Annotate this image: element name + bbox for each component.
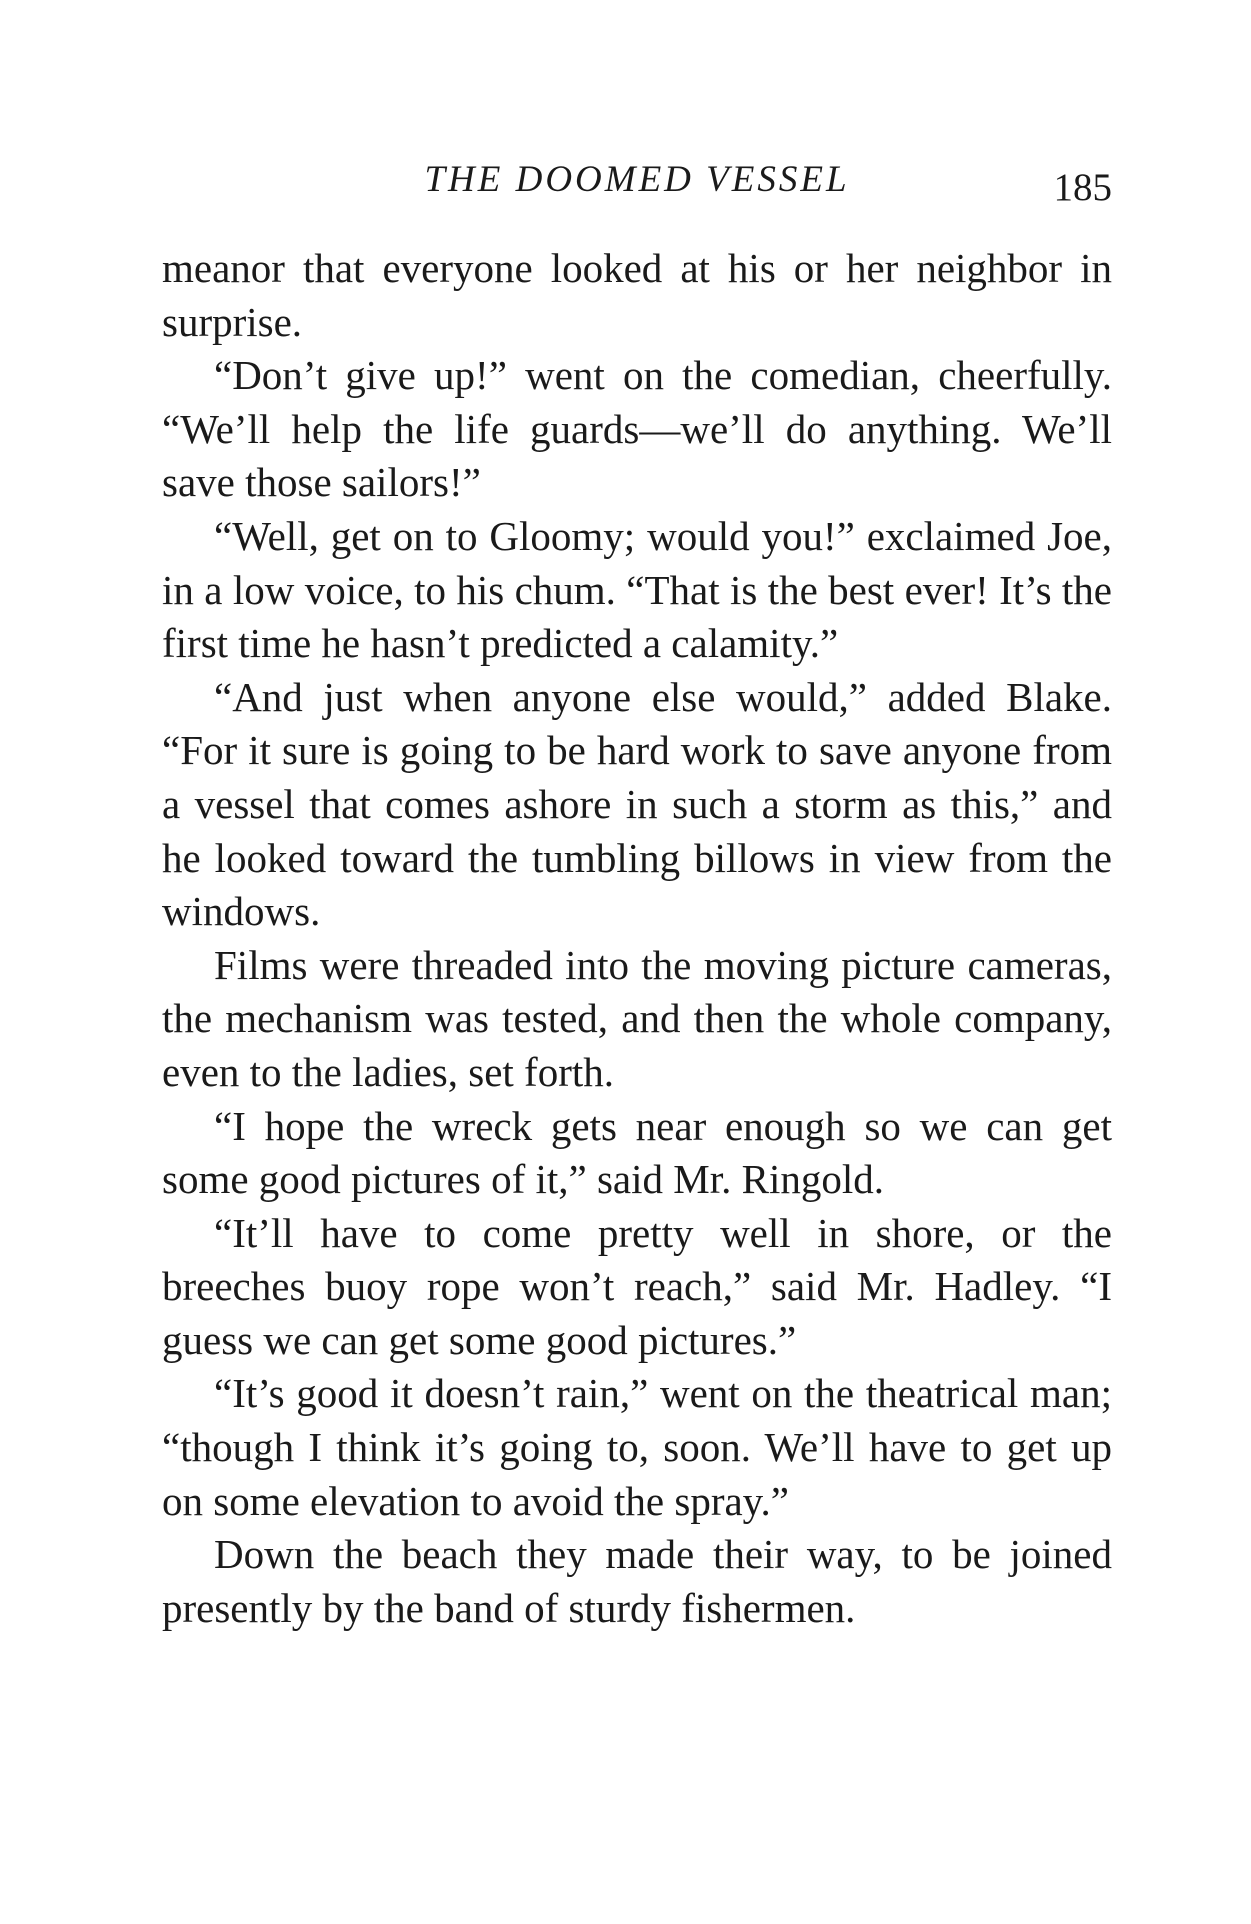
paragraph: “And just when anyone else would,” added Blake. “For it sure is going to be hard work to save anyone from a vessel that comes ashore in such a storm as this,” and he looked toward the tumbling billows in view from the windows. — [162, 673, 1112, 935]
running-head — [162, 150, 1112, 210]
paragraph: “Don’t give up!” went on the comedian, cheerfully. “We’ll help the life guards—we’ll do anything. We’ll save those sailors!” — [162, 352, 1112, 506]
paragraph: “It’ll have to come pretty well in shore, or the breeches buoy rope won’t reach,” said Mr. Hadley. “I guess we can get some good pictures.” — [162, 1209, 1112, 1363]
paragraph-continued: meanor that everyone looked at his or her neighbor in surprise. — [162, 245, 1112, 345]
paragraph: Down the beach they made their way, to be joined presently by the band of sturdy fishermen. — [162, 1531, 1112, 1631]
paragraph: “I hope the wreck gets near enough so we can get some good pictures of it,” said Mr. Ringold. — [162, 1102, 1112, 1203]
paragraph: “It’s good it doesn’t rain,” went on the theatrical man; “though I think it’s going to, soon. We’ll have to get up on some elevation to avoid the spray.” — [162, 1370, 1112, 1524]
paragraph: “Well, get on to Gloomy; would you!” exclaimed Joe, in a low voice, to his chum. “That is the best ever! It’s the first time he hasn’t predicted a calamity.” — [162, 512, 1112, 667]
page-number: 185 — [1053, 166, 1112, 209]
body-text — [162, 242, 1112, 1635]
running-title: THE DOOMED VESSEL — [424, 159, 850, 200]
paragraph: Films were threaded into the moving picture cameras, the mechanism was tested, and then the whole company, even to the ladies, set forth. — [162, 941, 1112, 1095]
